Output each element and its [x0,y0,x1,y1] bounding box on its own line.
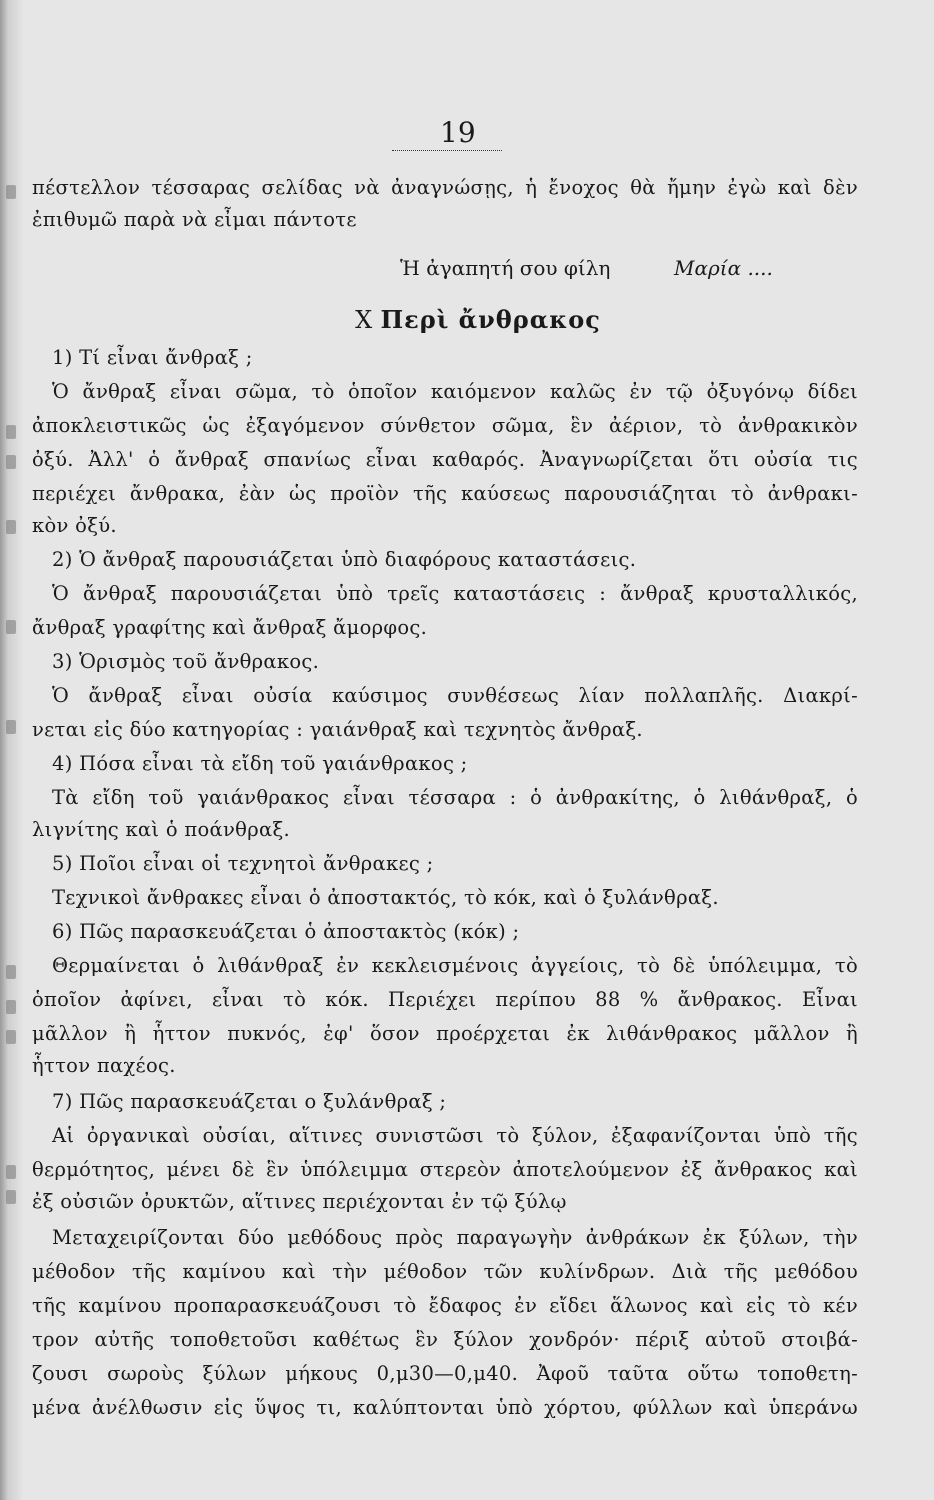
text-line: Τὰ εἴδη τοῦ γαιάνθρακος εἶναι τέσσαρα : ὁ ἀνθρακίτης, ὁ λιθάνθραξ, ὁ [52,786,858,809]
text-line: Ὁ ἄνθραξ εἶναι σῶμα, τὸ ὁποῖον καιόμενον καλῶς ἐν τῷ ὀξυγόνῳ δίδει [52,380,858,403]
text-line: ζουσι σωροὺς ξύλων μήκους 0,μ30—0,μ40. Ἀφοῦ ταῦτα οὕτω τοποθετη- [32,1362,858,1385]
text-line: Ὁ ἄνθραξ εἶναι οὐσία καύσιμος συνθέσεως λίαν πολλαπλῆς. Διακρί- [52,684,858,707]
book-spine-shadow [0,0,22,1500]
question-line: 4) Πόσα εἶναι τὰ εἴδη τοῦ γαιάνθρακος ; [52,752,468,775]
text-line: πέστελλον τέσσαρας σελίδας νὰ ἀναγνώσῃς, ἡ ἔνοχος θὰ ἤμην ἐγὼ καὶ δὲν [32,176,858,199]
text-line: Τεχνικοὶ ἄνθρακες εἶναι ὁ ἀποστακτός, τὸ κόκ, καὶ ὁ ξυλάνθραξ. [52,886,719,909]
text-line: περιέχει ἄνθρακα, ἐὰν ὡς προϊὸν τῆς καύσεως παρουσιάζηται τὸ ἀνθρακι- [32,482,858,505]
text-line: Αἱ ὀργανικαὶ οὐσίαι, αἵτινες συνιστῶσι τὸ ξύλον, ἐξαφανίζονται ὑπὸ τῆς [52,1124,858,1147]
question-line: 5) Ποῖοι εἶναι οἱ τεχνητοὶ ἄνθρακες ; [52,852,434,875]
text-line: μᾶλλον ἢ ἧττον πυκνός, ἐφ' ὅσον προέρχεται ἐκ λιθάνθρακος μᾶλλον ἢ [32,1022,858,1045]
page-number-rule [392,150,502,151]
text-line: ἐξ οὐσιῶν ὀρυκτῶν, αἵτινες περιέχονται ἐν τῷ ξύλῳ [32,1190,567,1213]
text-line: ἐπιθυμῶ παρὰ νὰ εἶμαι πάντοτε [32,208,357,231]
question-line: 3) Ὁρισμὸς τοῦ ἄνθρακος. [52,650,320,673]
text-line: ἧττον παχέος. [32,1054,176,1077]
question-line: 2) Ὁ ἄνθραξ παρουσιάζεται ὑπὸ διαφόρους καταστάσεις. [52,548,637,571]
text-line: ἄνθραξ γραφίτης καὶ ἄνθραξ ἄμορφος. [32,616,428,639]
text-line: τρον αὐτῆς τοποθετοῦσι καθέτως ἓν ξύλον χονδρόν· πέριξ αὐτοῦ στοιβά- [32,1328,858,1351]
section-title: Περὶ ἄνθρακος [380,305,601,334]
section-heading [22,305,934,334]
text-line: μέθοδον τῆς καμίνου καὶ τὴν μέθοδον τῶν κυλίνδρων. Διὰ τῆς μεθόδου [32,1260,858,1283]
text-line: ὀξύ. Ἀλλ' ὁ ἄνθραξ σπανίως εἶναι καθαρός. Ἀναγνωρίζεται ὅτι οὐσία τις [32,448,858,471]
text-line: τῆς καμίνου προπαρασκευάζουσι τὸ ἔδαφος ἐν εἴδει ἅλωνος καὶ εἰς τὸ κέν [32,1294,858,1317]
book-page [22,0,934,1500]
text-line: Ὁ ἄνθραξ παρουσιάζεται ὑπὸ τρεῖς καταστάσεις : ἄνθραξ κρυσταλλικός, [52,582,858,605]
text-line: Μεταχειρίζονται δύο μεθόδους πρὸς παραγωγὴν ἀνθράκων ἐκ ξύλων, τὴν [52,1226,858,1249]
text-line: νεται εἰς δύο κατηγορίας : γαιάνθραξ καὶ τεχνητὸς ἄνθραξ. [32,718,643,741]
letter-closing: Ἡ ἀγαπητή σου φίλη [400,256,611,280]
text-line: Θερμαίνεται ὁ λιθάνθραξ ἐν κεκλεισμένοις ἀγγείοις, τὸ δὲ ὑπόλειμμα, τὸ [52,954,858,977]
section-numeral: Χ [355,306,373,334]
question-line: 1) Τί εἶναι ἄνθραξ ; [52,346,253,369]
text-line: θερμότητος, μένει δὲ ἓν ὑπόλειμμα στερεὸν ἀποτελούμενον ἐξ ἄνθρακος καὶ [32,1158,858,1181]
text-line: κὸν ὀξύ. [32,514,117,537]
letter-signature: Μαρία .... [674,256,773,280]
question-line: 7) Πῶς παρασκευάζεται ο ξυλάνθραξ ; [52,1090,447,1113]
text-line: μένα ἀνέλθωσιν εἰς ὕψος τι, καλύπτονται ὑπὸ χόρτου, φύλλων καὶ ὑπεράνω [32,1396,858,1419]
question-line: 6) Πῶς παρασκευάζεται ὁ ἀποστακτὸς (κόκ) ; [52,920,520,943]
text-line: λιγνίτης καὶ ὁ ποάνθραξ. [32,818,290,841]
spine-marks [6,0,20,1500]
page-number: 19 [440,116,476,149]
text-line: ἀποκλειστικῶς ὡς ἐξαγόμενον σύνθετον σῶμα, ἓν ἀέριον, τὸ ἀνθρακικὸν [32,414,858,437]
text-line: ὁποῖον ἀφίνει, εἶναι τὸ κόκ. Περιέχει περίπου 88 % ἄνθρακος. Εἶναι [32,988,858,1011]
